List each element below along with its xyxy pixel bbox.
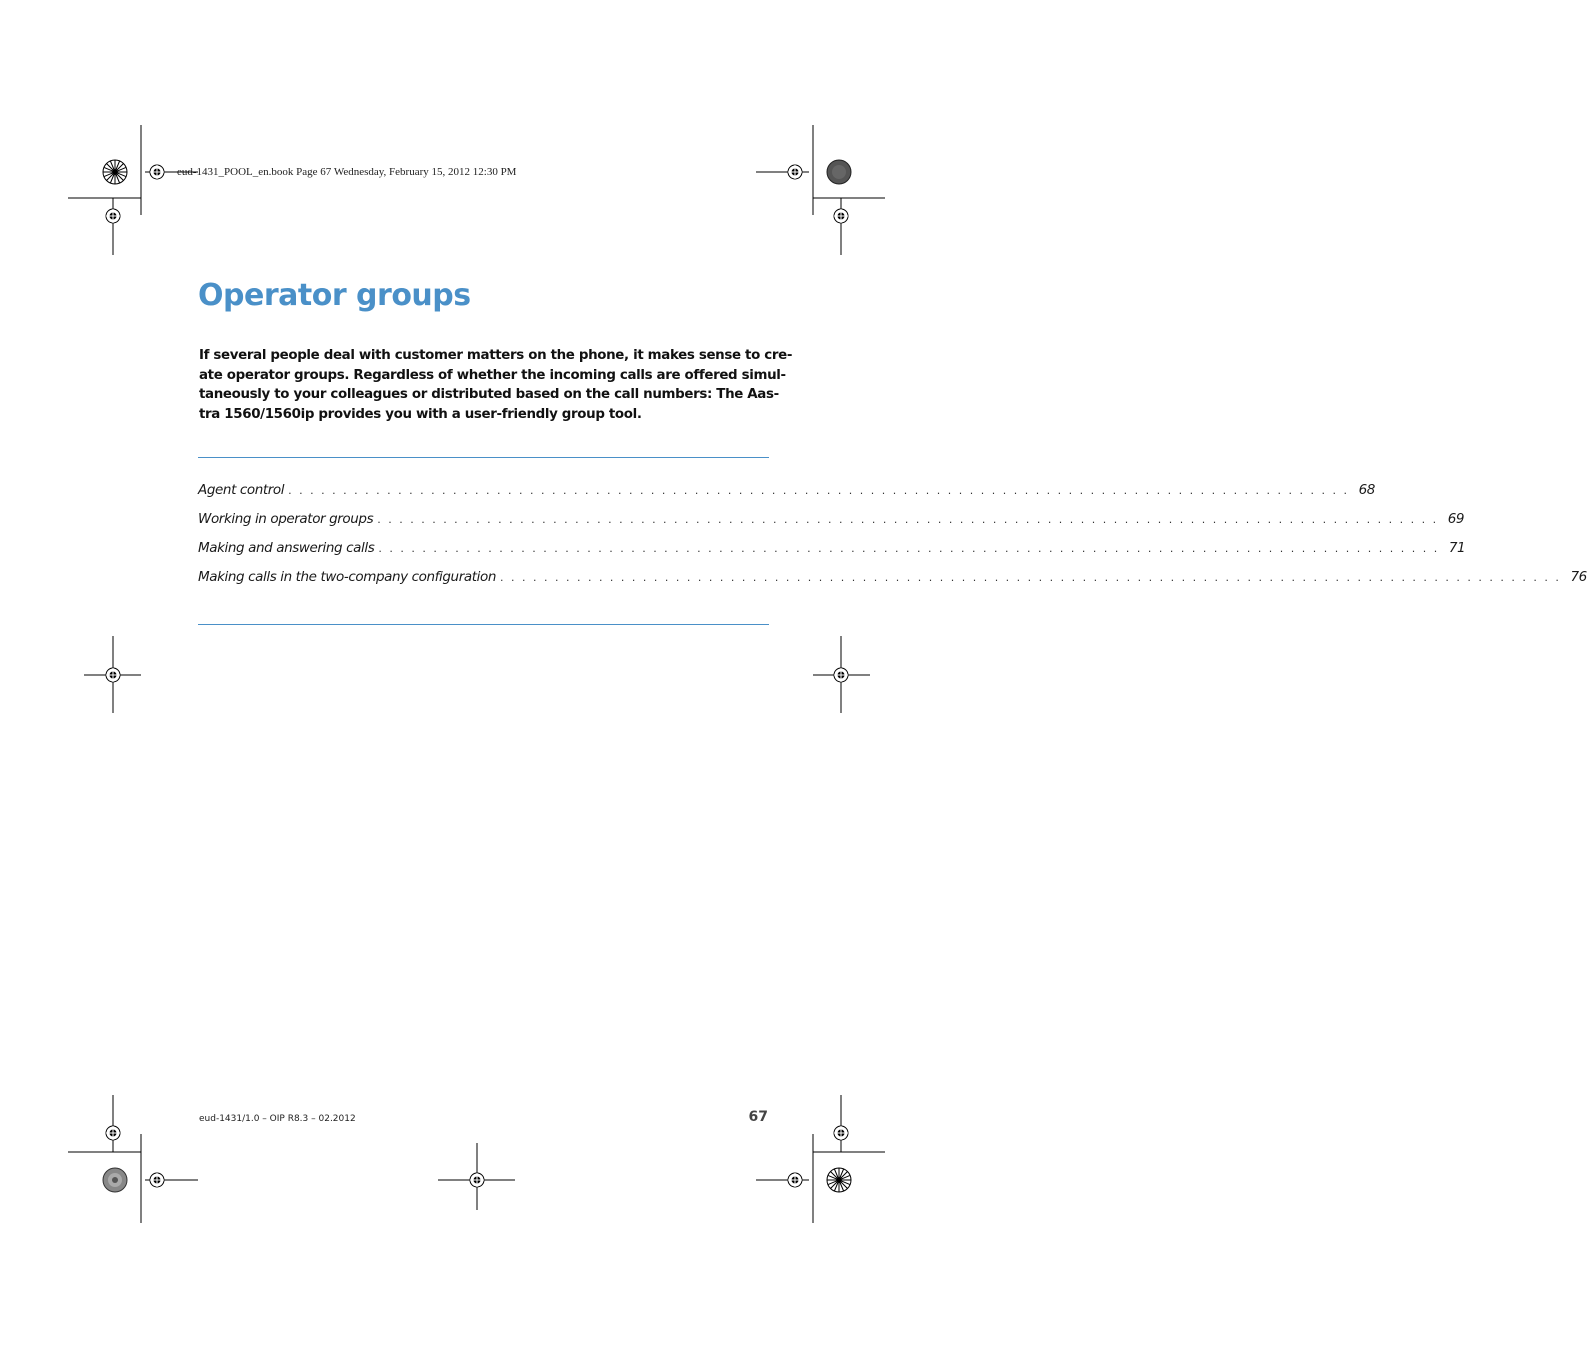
toc-entry-page: 68: [1358, 482, 1375, 498]
document-code: eud-1431/1.0 – OIP R8.3 – 02.2012: [199, 1114, 356, 1124]
toc-entry-label: Agent control: [198, 482, 285, 498]
page-number: 67: [748, 1109, 768, 1125]
toc-leader-dots: . . . . . . . . . . . . . . . . . . . . . . . . . . . . . . . . . . . . . . . . . . . . . . . . . . . . . . . . . . . . . . . . . . . . . . . . . . . . . . . . . . . . . . . . . . . . . . . . .: [500, 571, 1561, 584]
toc-leader-dots: . . . . . . . . . . . . . . . . . . . . . . . . . . . . . . . . . . . . . . . . . . . . . . . . . . . . . . . . . . . . . . . . . . . . . . . . . . . . . . . . . . . . . . . . . . . . . . . . .: [288, 484, 1349, 497]
intro-line: If several people deal with customer matters on the phone, it makes sense to cre-: [199, 348, 793, 363]
print-slug: eud-1431_POOL_en.book Page 67 Wednesday, February 15, 2012 12:30 PM: [177, 166, 517, 178]
toc-entry-label: Making and answering calls: [198, 540, 375, 556]
toc-entry-page: 69: [1447, 511, 1465, 527]
intro-line: taneously to your colleagues or distributed based on the call numbers: The Aas-: [199, 387, 779, 402]
intro-line: ate operator groups. Regardless of whether the incoming calls are offered simul-: [199, 367, 786, 383]
toc-entry-label: Making calls in the two-company configuration: [198, 569, 496, 585]
page-title: Operator groups: [198, 278, 471, 313]
toc-entry-page: 71: [1448, 540, 1466, 556]
toc-leader-dots: . . . . . . . . . . . . . . . . . . . . . . . . . . . . . . . . . . . . . . . . . . . . . . . . . . . . . . . . . . . . . . . . . . . . . . . . . . . . . . . . . . . . . . . . . . . . . . . . .: [377, 513, 1439, 526]
toc-leader-dots: . . . . . . . . . . . . . . . . . . . . . . . . . . . . . . . . . . . . . . . . . . . . . . . . . . . . . . . . . . . . . . . . . . . . . . . . . . . . . . . . . . . . . . . . . . . . . . . . .: [378, 542, 1440, 555]
intro-line: tra 1560/1560ip provides you with a user-friendly group tool.: [199, 406, 642, 422]
toc-entry-page: 76: [1570, 569, 1587, 585]
toc-entry-label: Working in operator groups: [198, 511, 374, 527]
